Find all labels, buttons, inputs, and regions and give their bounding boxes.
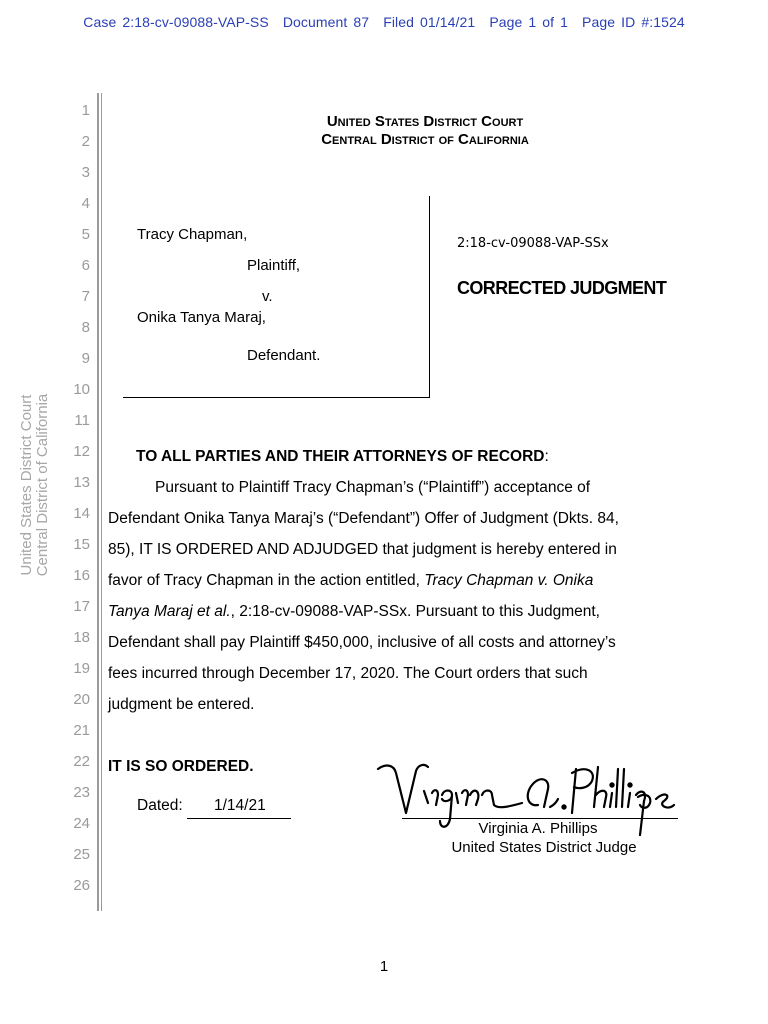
- line-number: 12: [73, 443, 90, 460]
- defendant-label: Defendant.: [247, 347, 321, 364]
- judge-title: United States District Judge: [451, 839, 637, 856]
- line-number: 24: [73, 815, 90, 832]
- dated-value: 1/14/21: [214, 797, 266, 814]
- header-filed: Filed 01/14/21: [383, 14, 476, 30]
- salutation-colon: :: [544, 448, 549, 465]
- line-number: 18: [73, 629, 90, 646]
- document-title: CORRECTED JUDGMENT: [457, 278, 667, 298]
- versus: v.: [262, 288, 273, 305]
- side-court-line1: United States District Court: [18, 394, 35, 576]
- salutation: [136, 448, 549, 466]
- side-court-line2: Central District of California: [34, 393, 51, 577]
- case-number: 2:18-cv-09088-VAP-SSx: [457, 236, 609, 251]
- body-line-18: Defendant shall pay Plaintiff $450,000, inclusive of all costs and attorney’s: [108, 634, 616, 651]
- page-number: 1: [379, 958, 389, 975]
- line-number: 26: [73, 877, 90, 894]
- court-name-line2-text: Central District of California: [321, 131, 529, 148]
- line-number: 7: [81, 288, 90, 305]
- caption-vertical-rule: [429, 196, 430, 398]
- line-number: 15: [73, 536, 90, 553]
- body-line-20: judgment be entered.: [108, 696, 255, 713]
- line-number: 4: [81, 195, 90, 212]
- line-number: 16: [73, 567, 90, 584]
- salutation-text: TO ALL PARTIES AND THEIR ATTORNEYS OF RECORD: [136, 448, 545, 465]
- court-name-line1: [0, 113, 768, 130]
- plaintiff-label: Plaintiff,: [247, 257, 301, 274]
- body-line-19: fees incurred through December 17, 2020. The Court orders that such: [108, 665, 588, 682]
- line-number: 14: [73, 505, 90, 522]
- court-name-line1-text: United States District Court: [326, 113, 524, 130]
- body-line-15: 85), IT IS ORDERED AND ADJUDGED that judgment is hereby entered in: [108, 541, 617, 558]
- body-line-16-prefix: favor of Tracy Chapman in the action entitled,: [108, 572, 425, 589]
- body-line-16: [108, 572, 593, 590]
- line-number: 2: [81, 133, 90, 150]
- line-number: 23: [73, 784, 90, 801]
- body-line-17: [108, 603, 600, 621]
- body-line-13: Pursuant to Plaintiff Tracy Chapman’s (“Plaintiff”) acceptance of: [155, 479, 591, 496]
- side-court-label: [19, 385, 51, 585]
- plaintiff-name: Tracy Chapman,: [137, 226, 248, 243]
- line-number: 13: [73, 474, 90, 491]
- case-title-italic-2: Tanya Maraj et al.: [108, 603, 231, 620]
- line-number: 6: [81, 257, 90, 274]
- dated-underline: [187, 818, 291, 819]
- caption-horizontal-rule: [123, 397, 430, 398]
- line-number: 20: [73, 691, 90, 708]
- pleading-rule-inner: [101, 93, 102, 911]
- line-number: 10: [73, 381, 90, 398]
- defendant-name: Onika Tanya Maraj,: [137, 309, 266, 326]
- line-number: 3: [81, 164, 90, 181]
- case-title-italic-1: Tracy Chapman v. Onika: [424, 572, 594, 589]
- line-number: 5: [81, 226, 90, 243]
- judge-name: Virginia A. Phillips: [478, 820, 598, 837]
- dated-label: Dated:: [137, 797, 183, 814]
- line-number: 19: [73, 660, 90, 677]
- body-line-14: Defendant Onika Tanya Maraj’s (“Defendant”) Offer of Judgment (Dkts. 84,: [108, 510, 619, 527]
- pleading-rule-outer: [97, 93, 99, 911]
- header-page-id: Page ID #:1524: [582, 14, 685, 30]
- header-document: Document 87: [282, 14, 370, 30]
- case-header: [0, 14, 768, 30]
- line-number: 22: [73, 753, 90, 770]
- signature-underline: [402, 818, 678, 819]
- body-line-17-rest: , 2:18-cv-09088-VAP-SSx. Pursuant to this Judgment,: [230, 603, 600, 620]
- line-number: 21: [73, 722, 90, 739]
- line-number: 17: [73, 598, 90, 615]
- line-number: 25: [73, 846, 90, 863]
- line-number: 1: [81, 102, 90, 119]
- header-case: Case 2:18-cv-09088-VAP-SS: [83, 14, 269, 30]
- so-ordered: IT IS SO ORDERED.: [108, 758, 254, 775]
- line-number: 8: [81, 319, 90, 336]
- line-number: 9: [81, 350, 90, 367]
- header-page: Page 1 of 1: [489, 14, 569, 30]
- line-number: 11: [74, 412, 90, 429]
- court-name-line2: [0, 131, 768, 148]
